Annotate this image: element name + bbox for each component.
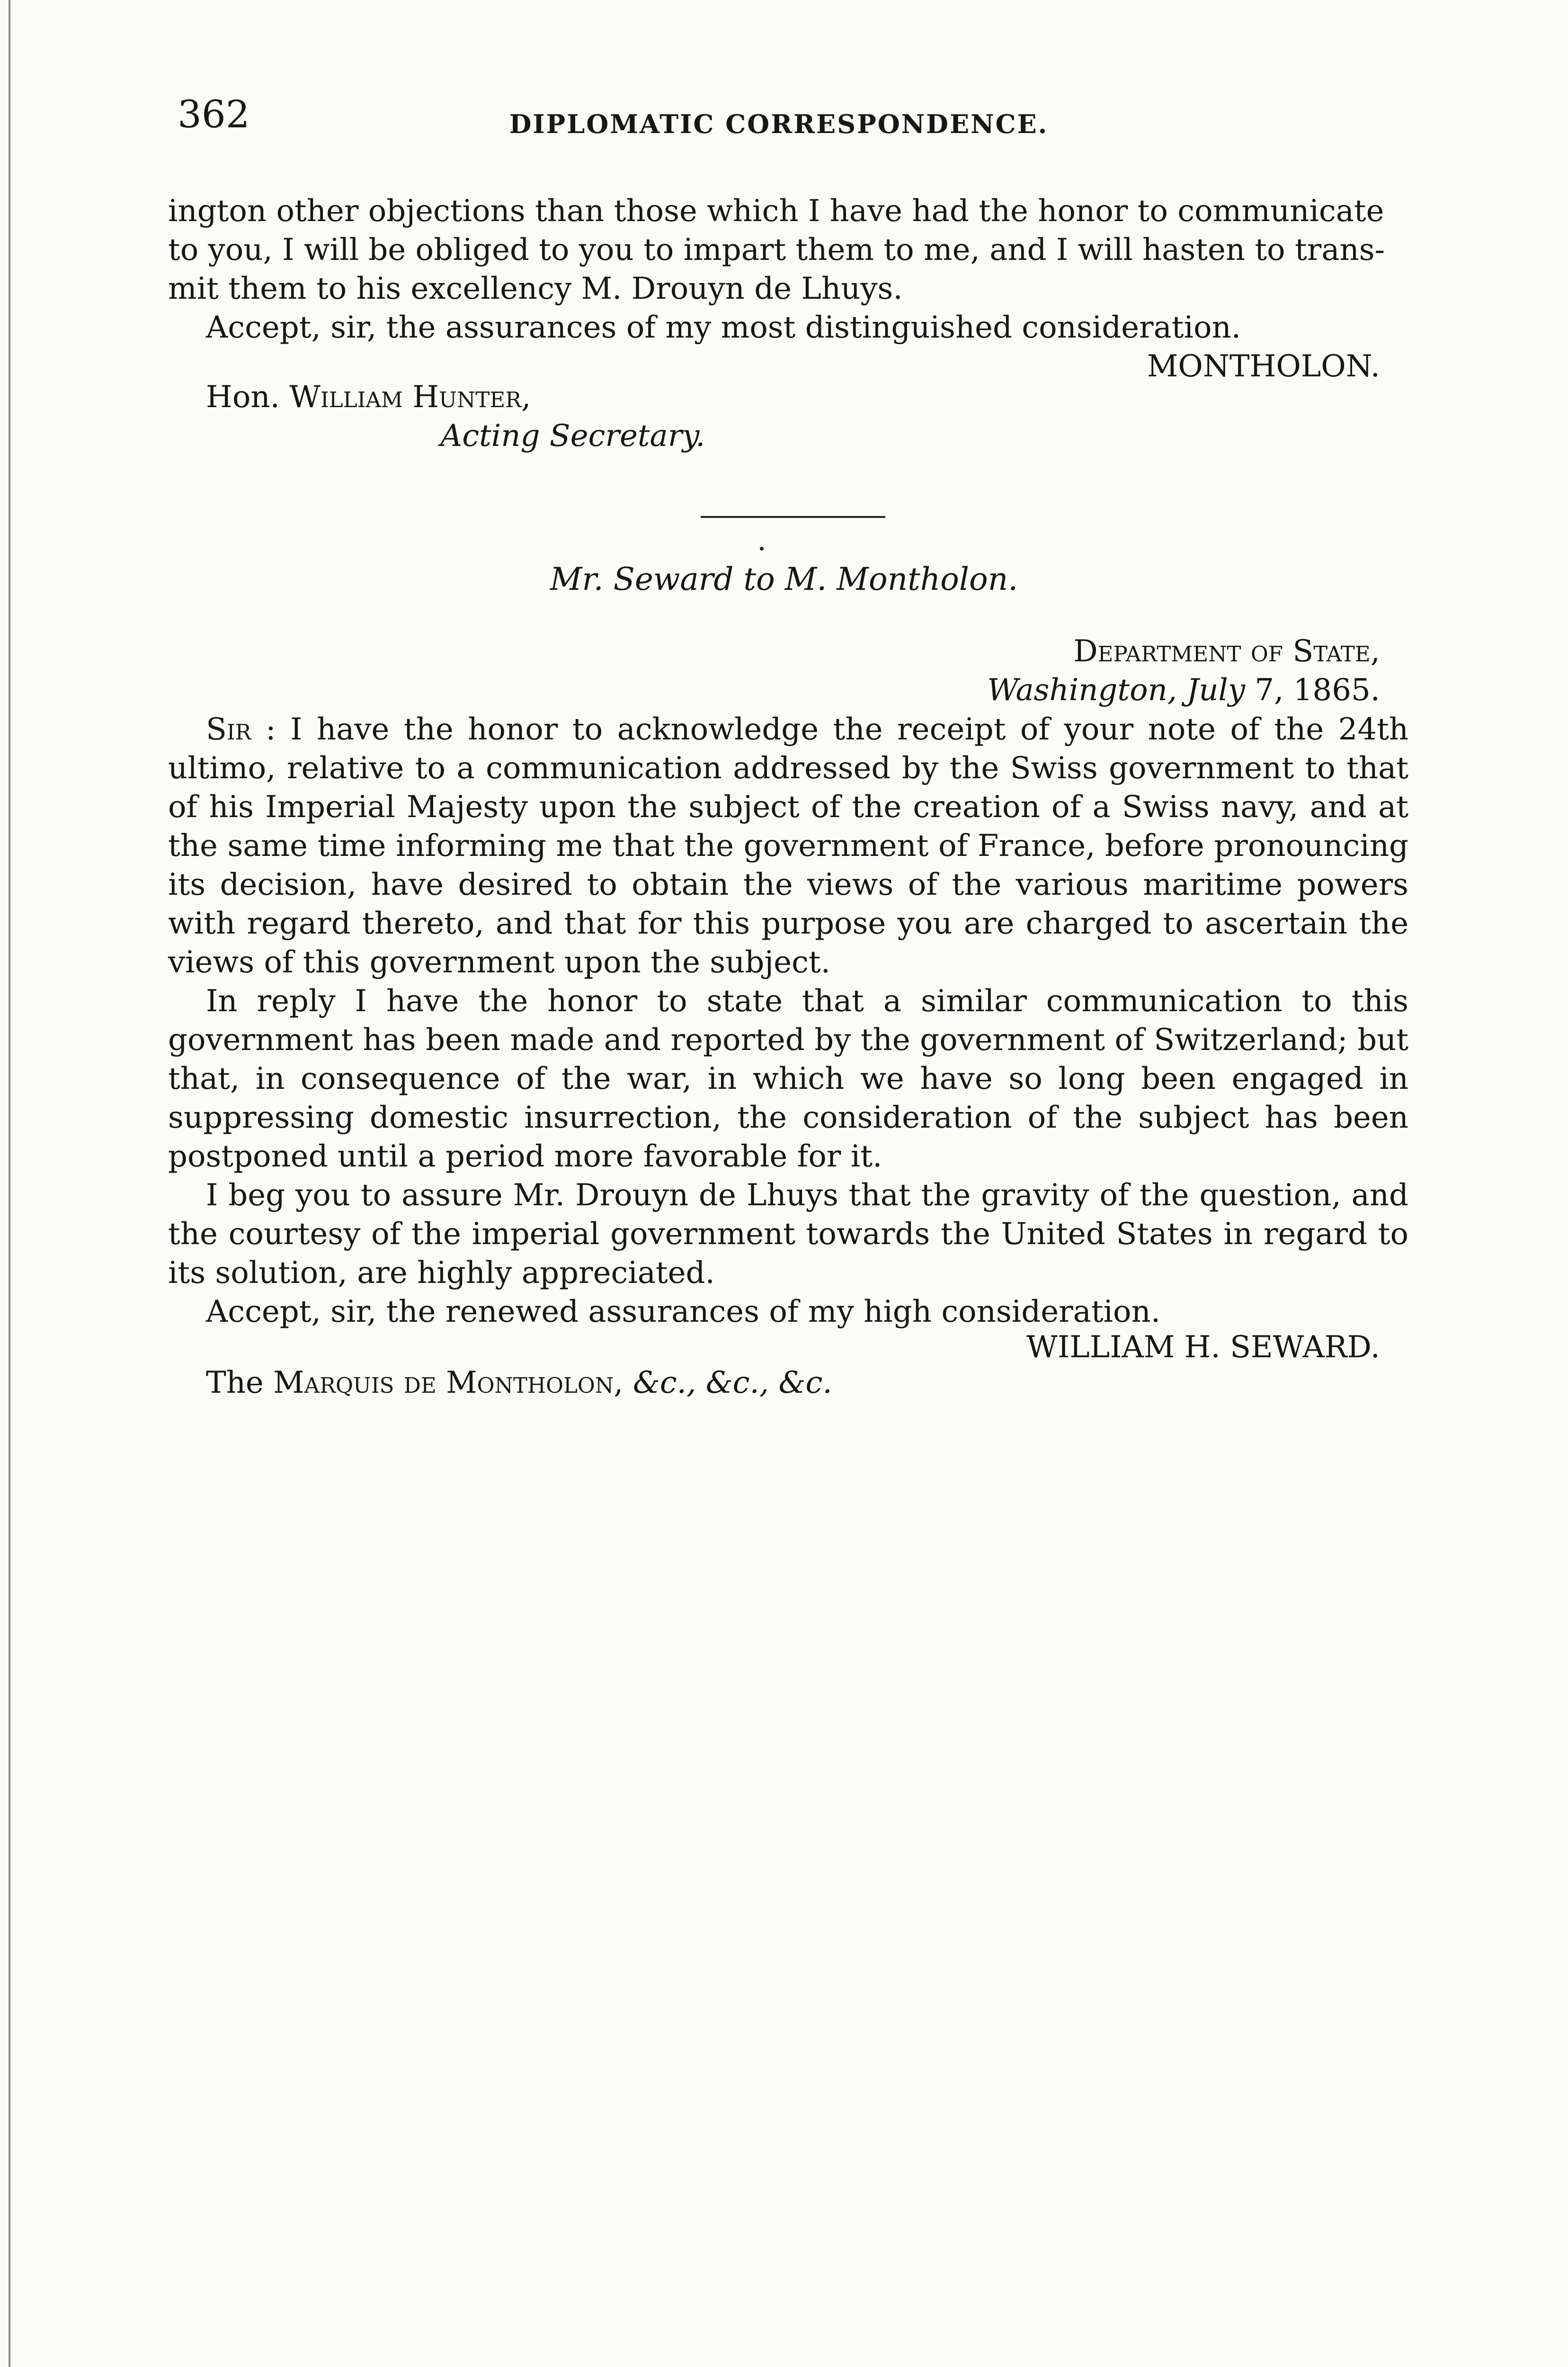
letter1-line: mit them to his excellency M. Drouyn de Lhuys. (168, 271, 903, 306)
letter1-addressee (206, 378, 531, 417)
letter2-dateline-department (710, 632, 1380, 671)
letter2-addressee (206, 1363, 832, 1402)
letter1-addressee-title: Acting Secretary. (440, 418, 705, 454)
letter2-paragraph-1 (168, 710, 1408, 982)
letter1-closing: Accept, sir, the assurances of my most distinguished consideration. (206, 310, 1241, 345)
letter2-body (168, 710, 1408, 1331)
running-title: DIPLOMATIC CORRESPONDENCE. (509, 109, 1049, 139)
addressee-prefix: The (206, 1365, 274, 1400)
divider-dot (760, 547, 764, 551)
section-divider (701, 516, 885, 518)
letter2-dateline-date (710, 671, 1380, 710)
running-head (178, 83, 1380, 149)
letter2-title: Mr. Seward to M. Montholon. (550, 561, 1018, 597)
addressee-prefix: Hon. (206, 380, 290, 415)
letter2-paragraph-3: I beg you to assure Mr. Drouyn de Lhuys that the gravity of the question, and the courtesy of the imperial government towards the United States in regard to its solution, are highly appreciated. (168, 1178, 1408, 1290)
addressee-name: Marquis de Montholon, (273, 1365, 624, 1400)
binding-edge (9, 0, 10, 2367)
dateline-place: Washington, July (987, 673, 1246, 708)
addressee-etc: &c., &c., &c. (623, 1365, 832, 1400)
letter1-line: ington other objections than those which I have had the honor to communicate (168, 194, 1384, 229)
paragraph-1-text: I have the honor to acknowledge the receipt of your note of the 24th ultimo, relative to a communication addressed by the Swiss government to that of his Imperial Majesty upon the subject of the creation of a Swiss navy, and at the same time informing me that the government of France, before pronouncing its decision, have desired to obtain the views of the various maritime powers with regard thereto, and that for this purpose you are charged to ascertain the views of this government upon the subject. (168, 712, 1409, 980)
letter1-body (168, 192, 1408, 347)
letter1-signature: MONTHOLON. (1147, 349, 1380, 384)
department-name: Department of State, (1073, 634, 1380, 669)
letter2-signature: WILLIAM H. SEWARD. (1026, 1330, 1380, 1365)
letter1-line: to you, I will be obliged to you to impart them to me, and I will hasten to trans- (168, 232, 1385, 267)
letter2-paragraph-2: In reply I have the honor to state that a similar communication to this government has been made and reported by the government of Switzerland; but that, in consequence of the war, in which we have so long been engaged in suppressing domestic insurrection, the consideration of the subject has been postponed until a period more favorable for it. (168, 984, 1408, 1174)
letter2-closing: Accept, sir, the renewed assurances of my high consideration. (206, 1294, 1161, 1329)
dateline-date: 7, 1865. (1245, 673, 1380, 708)
addressee-name: William Hunter, (289, 380, 531, 415)
page-number: 362 (178, 92, 250, 136)
salutation: Sir : (206, 712, 276, 747)
